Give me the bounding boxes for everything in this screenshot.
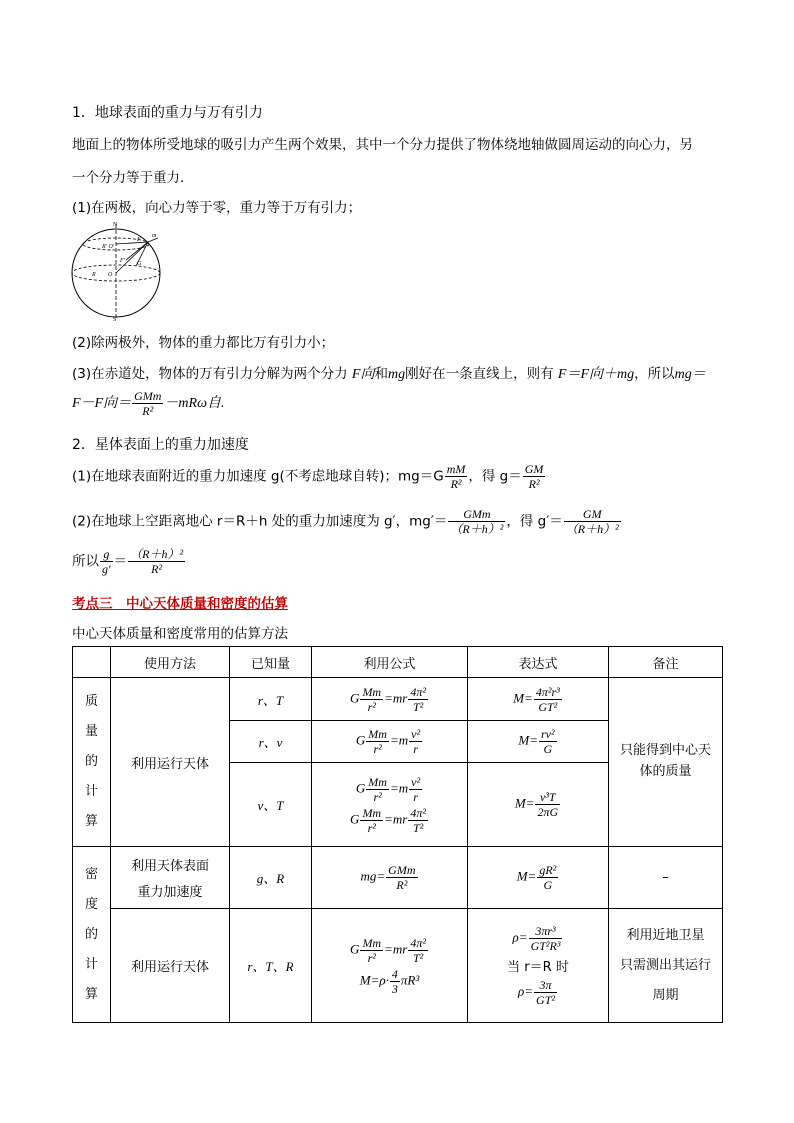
table-row xyxy=(73,909,723,1023)
section3-subheading: 中心天体质量和密度常用的估算方法 xyxy=(72,626,288,642)
earth-diagram xyxy=(66,218,172,322)
header-known: 已知量 xyxy=(230,647,312,678)
header-formula: 利用公式 xyxy=(312,647,468,678)
estimation-table xyxy=(72,646,723,1023)
label-f2: F′ xyxy=(120,258,125,264)
table-row xyxy=(73,847,723,909)
note-dash: – xyxy=(609,847,723,909)
note-mass: 只能得到中心天 体的质量 xyxy=(609,678,723,847)
header-expression: 表达式 xyxy=(468,647,609,678)
section1-heading: 1．地球表面的重力与万有引力 xyxy=(72,105,263,121)
section2-heading: 2．星体表面上的重力加速度 xyxy=(72,437,249,453)
expr-g-r: M= $\frac{\text{gR²}}{G}$ xyxy=(468,847,609,909)
item3-part-b: 和 xyxy=(374,366,388,382)
l2-num: GMm xyxy=(463,507,491,521)
section2-line3 xyxy=(72,548,186,575)
l1-den: R² xyxy=(445,476,468,490)
item3-eq1: F＝F向＋mg xyxy=(557,367,635,382)
l1-pre: (1)在地球表面附近的重力加速度 g(不考虑地球自转)；mg＝G xyxy=(72,468,444,485)
l3-den: g′ xyxy=(102,562,111,576)
formula-v-t: G $\frac{Mm}{\text{r²}}$ =m $\frac{\text{v²}}{r}$ G $\frac{Mm}{\text{r²}}$ =mr $\frac{\text{4π²}}{\text{T²}}$ xyxy=(312,763,468,847)
section1-para1: 地面上的物体所受地球的吸引力产生两个效果，其中一个分力提供了物体绕地轴做圆周运动的向心力，另 xyxy=(72,137,693,153)
table-header-row xyxy=(73,647,723,678)
header-method: 使用方法 xyxy=(111,647,230,678)
known-r-t: r、T xyxy=(230,678,312,721)
l2-num2: GM xyxy=(582,507,602,521)
label-m: m xyxy=(152,233,157,239)
l3-num: g xyxy=(103,547,110,561)
label-rprime: R′ O′ xyxy=(102,244,115,250)
formula-r-t: G $\frac{Mm}{\text{r²}}$ =mr $\frac{\text{4π²}}{\text{T²}}$ xyxy=(312,678,468,721)
l2-den2: （R＋h）² xyxy=(565,522,619,536)
item3-part-d: ，所以 xyxy=(634,366,675,382)
section1-item2: (2)除两极外，物体的重力都比万有引力小； xyxy=(72,335,335,351)
known-r-v: r、v xyxy=(230,721,312,763)
note-density: 利用近地卫星 只需测出其运行 周期 xyxy=(609,909,723,1023)
label-g: G xyxy=(137,261,142,267)
known-r-t-r: r、T、R xyxy=(230,909,312,1023)
l1-num2: GM xyxy=(524,462,544,476)
section2-line2 xyxy=(72,508,622,535)
formula-density: G $\frac{Mm}{\text{r²}}$ =mr $\frac{\text{4π²}}{\text{T²}}$ M=ρ· $\frac{4}{3}$ πR³ xyxy=(312,909,468,1023)
section3-heading: 考点三 中心天体质量和密度的估算 xyxy=(72,596,288,612)
label-s: S xyxy=(113,317,117,322)
expr-v-t: M= $\frac{\text{v³T}}{2\pi G}$ xyxy=(468,763,609,847)
header-blank xyxy=(73,647,111,678)
table-row xyxy=(73,678,723,721)
item3-f-xiang: F向 xyxy=(351,367,375,382)
label-n: N xyxy=(113,222,118,228)
eq3-pre: F－F向＝ xyxy=(72,396,132,411)
expr-density: ρ= $\frac{\text{3πr³}}{\text{GT²R³}}$ 当 r＝R 时 ρ= $\frac{3\pi}{\text{GT²}}$ xyxy=(468,909,609,1023)
section2-line1 xyxy=(72,463,546,490)
eq3-num: GMm xyxy=(134,389,162,403)
l3-num2: （R＋h）² xyxy=(130,547,184,561)
method-run-mass: 利用运行天体 xyxy=(111,678,230,847)
label-f: F xyxy=(137,237,141,243)
formula-r-v: G $\frac{Mm}{\text{r²}}$ =m $\frac{\text{v²}}{r}$ xyxy=(312,721,468,763)
section1-item1: (1)在两极，向心力等于零，重力等于万有引力； xyxy=(72,200,362,216)
l1-mid: ，得 g＝ xyxy=(468,468,522,485)
section1-item3 xyxy=(72,362,706,383)
item3-part-c: 刚好在一条直线上，则有 xyxy=(405,366,554,382)
eq3-den: R² xyxy=(132,403,163,417)
eq3-post: －mRω自. xyxy=(164,396,225,411)
formula-g-r: mg= $\frac{\text{GMm}}{\text{R²}}$ xyxy=(312,847,468,909)
l3-den2: R² xyxy=(128,561,185,575)
group-mass-label: 质 量 的 计 算 xyxy=(73,678,111,847)
item3-eq2: mg＝ xyxy=(674,367,706,382)
l2-mid: ，得 g′＝ xyxy=(506,513,563,530)
method-surface: 利用天体表面 重力加速度 xyxy=(111,847,230,909)
item3-part-a: (3)在赤道处，物体的万有引力分解为两个分力 xyxy=(72,366,348,382)
l2-pre: (2)在地球上空距离地心 r＝R＋h 处的重力加速度为 g′，mg′＝ xyxy=(72,513,448,530)
expr-r-v: M= $\frac{\text{rv²}}{G}$ xyxy=(468,721,609,763)
known-g-r: g、R xyxy=(230,847,312,909)
l1-den2: R² xyxy=(523,476,546,490)
expr-r-t: M= $\frac{\text{4π²r³}}{\text{GT²}}$ xyxy=(468,678,609,721)
l1-num: mM xyxy=(446,462,466,476)
l3-pre: 所以 xyxy=(72,553,99,570)
l2-den: （R＋h）² xyxy=(450,522,504,536)
label-o: O xyxy=(108,272,113,278)
section1-eq3 xyxy=(72,390,224,417)
header-note: 备注 xyxy=(609,647,723,678)
label-r: R xyxy=(92,272,96,278)
known-v-t: v、T xyxy=(230,763,312,847)
l3-eq: ＝ xyxy=(113,553,128,570)
method-run-density: 利用运行天体 xyxy=(111,909,230,1023)
section1-para2: 一个分力等于重力． xyxy=(72,170,194,186)
group-density-label: 密 度 的 计 算 xyxy=(73,847,111,1023)
item3-mg: mg xyxy=(387,367,406,382)
